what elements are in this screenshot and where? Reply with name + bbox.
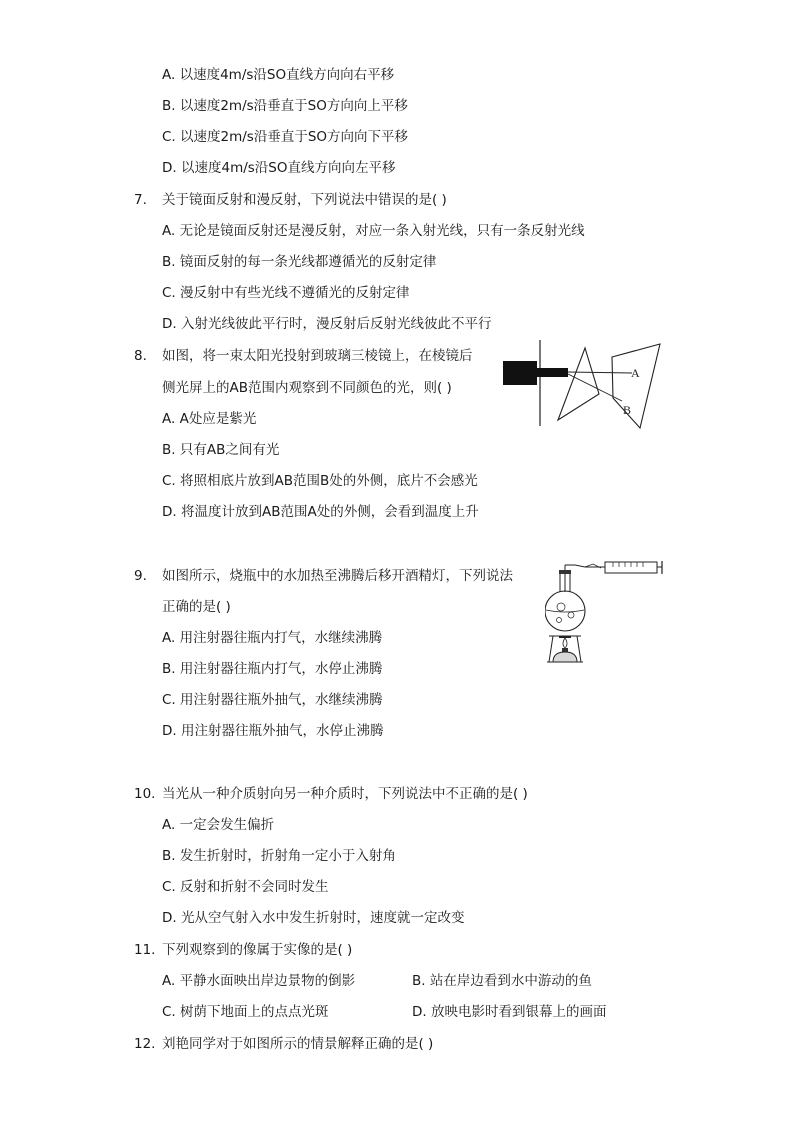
syringe-scale: [613, 562, 643, 567]
lamp-wick: [562, 648, 568, 652]
alcohol-lamp: [553, 652, 577, 662]
q6-option-c: C. 以速度2m/s沿垂直于SO方向向下平移: [162, 129, 409, 145]
tripod-leg: [577, 636, 581, 662]
q9-stem-line1: 如图所示，烧瓶中的水加热至沸腾后移开酒精灯，下列说法: [162, 568, 513, 584]
q11-option-b: B. 站在岸边看到水中游动的鱼: [412, 973, 592, 989]
q7-option-c: C. 漫反射中有些光线不遵循光的反射定律: [162, 285, 410, 301]
prism-dispersion-figure: [500, 338, 670, 430]
q9-stem-line2: 正确的是( ): [162, 599, 231, 615]
sunlight-beam: [537, 368, 568, 377]
q9-option-b: B. 用注射器往瓶内打气，水停止沸腾: [162, 661, 383, 677]
q10-option-c: C. 反射和折射不会同时发生: [162, 879, 329, 895]
q10-option-b: B. 发生折射时，折射角一定小于入射角: [162, 848, 396, 864]
q6-option-d: D. 以速度4m/s沿SO直线方向向左平移: [162, 160, 396, 176]
q8-number: 8.: [134, 348, 147, 364]
bubble-icon: [557, 603, 565, 611]
q9-option-a: A. 用注射器往瓶内打气，水继续沸腾: [162, 630, 383, 646]
q8-option-a: A. A处应是紫光: [162, 411, 257, 427]
q11-option-a: A. 平静水面映出岸边景物的倒影: [162, 973, 356, 989]
q8-option-b: B. 只有AB之间有光: [162, 442, 280, 458]
q8-stem-line2: 侧光屏上的AB范围内观察到不同颜色的光，则( ): [162, 380, 452, 396]
bubble-icon: [557, 618, 562, 623]
q6-option-a: A. 以速度4m/s沿SO直线方向向右平移: [162, 67, 395, 83]
flask-syringe-figure: [545, 558, 665, 670]
q9-option-c: C. 用注射器往瓶外抽气，水继续沸腾: [162, 692, 383, 708]
q10-number: 10.: [134, 786, 156, 802]
water-surface: [546, 610, 584, 612]
q9-number: 9.: [134, 568, 147, 584]
q11-stem: 下列观察到的像属于实像的是( ): [162, 942, 353, 958]
light-screen: [612, 344, 660, 428]
q8-option-c: C. 将照相底片放到AB范围B处的外侧，底片不会感光: [162, 473, 478, 489]
q6-option-b: B. 以速度2m/s沿垂直于SO方向向上平移: [162, 98, 408, 114]
q7-option-d: D. 入射光线彼此平行时，漫反射后反射光线彼此不平行: [162, 316, 492, 332]
q10-option-d: D. 光从空气射入水中发生折射时，速度就一定改变: [162, 910, 465, 926]
q11-option-c: C. 树荫下地面上的点点光斑: [162, 1004, 329, 1020]
ray-to-a: [568, 372, 632, 373]
label-b: B: [623, 403, 632, 417]
q7-option-a: A. 无论是镜面反射还是漫反射，对应一条入射光线，只有一条反射光线: [162, 223, 585, 239]
q11-number: 11.: [134, 942, 156, 958]
q7-stem: 关于镜面反射和漫反射，下列说法中错误的是( ): [162, 192, 447, 208]
q7-option-b: B. 镜面反射的每一条光线都遵循光的反射定律: [162, 254, 437, 270]
label-a: A: [631, 366, 640, 380]
q7-number: 7.: [134, 192, 147, 208]
flame-icon: [563, 638, 567, 648]
q10-option-a: A. 一定会发生偏折: [162, 817, 275, 833]
q12-number: 12.: [134, 1036, 156, 1052]
tripod-leg: [549, 636, 553, 662]
stopper: [559, 570, 571, 574]
q8-stem-line1: 如图，将一束太阳光投射到玻璃三棱镜上，在棱镜后: [162, 348, 473, 364]
bubble-icon: [568, 612, 574, 618]
q11-option-d: D. 放映电影时看到银幕上的画面: [412, 1004, 607, 1020]
glass-prism: [558, 348, 599, 420]
q8-option-d: D. 将温度计放到AB范围A处的外侧，会看到温度上升: [162, 504, 479, 520]
q12-stem: 刘艳同学对于如图所示的情景解释正确的是( ): [162, 1036, 434, 1052]
q9-option-d: D. 用注射器往瓶外抽气，水停止沸腾: [162, 723, 384, 739]
q10-stem: 当光从一种介质射向另一种介质时，下列说法中不正确的是( ): [162, 786, 528, 802]
light-source-block: [503, 361, 537, 385]
